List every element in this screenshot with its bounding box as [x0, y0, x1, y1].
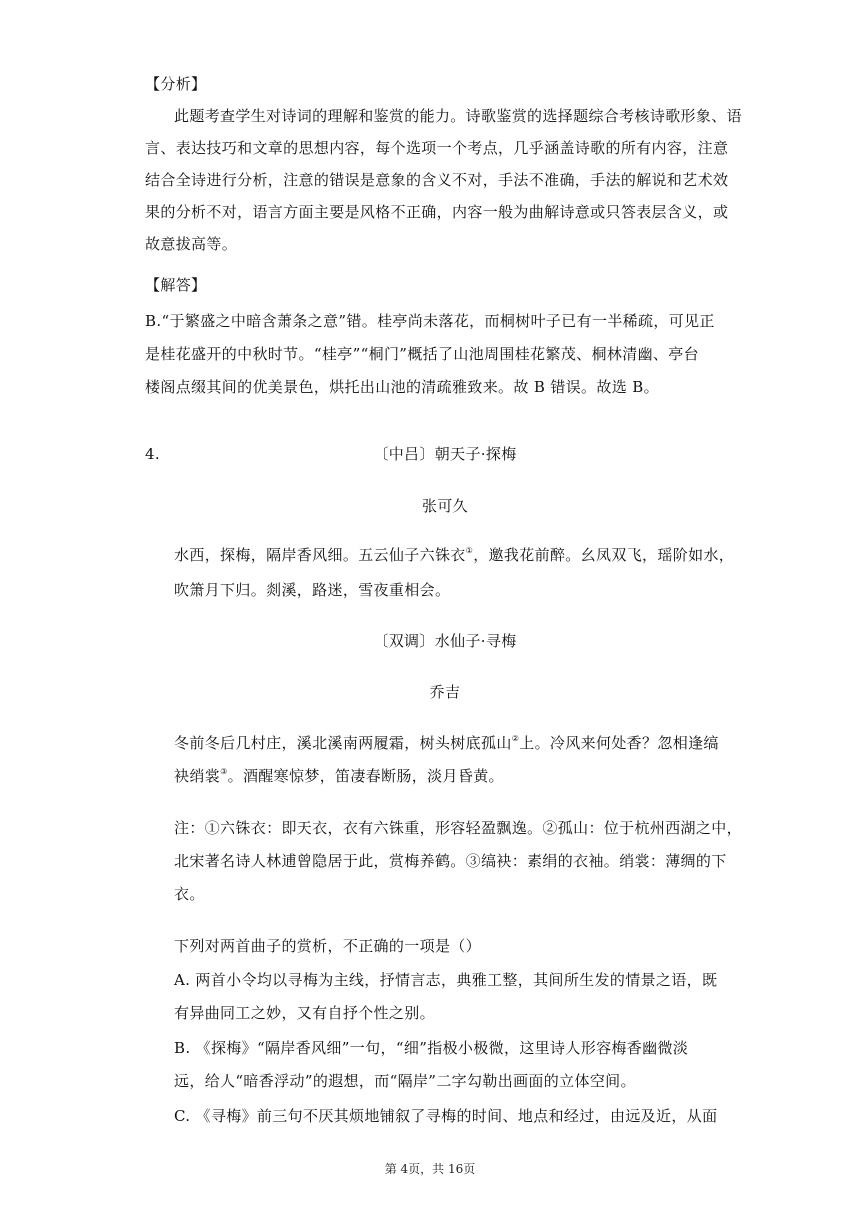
note-marker: ②	[511, 734, 520, 743]
poem2-text: 冬前冬后几村庄，溪北溪南两履霜，树头树底孤山	[174, 734, 512, 752]
page-footer: 第 4页，共 16页	[384, 1162, 476, 1176]
notes-line: 衣。	[174, 885, 205, 903]
poem2-text: 袂绡裳	[174, 767, 221, 785]
answer-line: B.“于繁盛之中暗含萧条之意”错。桂亭尚未落花，而桐树叶子已有一半稀疏，可见正	[145, 312, 715, 330]
option-c-line: C. 《寻梅》前三句不厌其烦地铺叙了寻梅的时间、地点和经过，由远及近，从面	[174, 1107, 718, 1125]
option-b-line: B. 《探梅》“隔岸香风细”一句，“细”指极小极微，这里诗人形容梅香幽微淡	[174, 1039, 689, 1057]
poem1-author: 张可久	[421, 497, 469, 515]
poem1-title: 〔中吕〕朝天子·探梅	[373, 445, 517, 463]
question-number: 4.	[145, 445, 161, 463]
analysis-line: 言、表达技巧和文章的思想内容，每个选项一个考点，几乎涵盖诗歌的所有内容，注意	[145, 139, 729, 157]
question-prompt: 下列对两首曲子的赏析，不正确的一项是（）	[174, 937, 482, 955]
note-marker: ③	[220, 767, 228, 776]
notes-line: 注：①六铢衣：即天衣，衣有六铢重，形容轻盈飘逸。②孤山：位于杭州西湖之中，	[174, 819, 742, 837]
analysis-line: 果的分析不对，语言方面主要是风格不正确，内容一般为曲解诗意或只答表层含义，或	[145, 203, 729, 221]
answer-line: 楼阁点缀其间的优美景色，烘托出山池的清疏雅致来。故 B 错误。故选 B。	[145, 378, 659, 396]
answer-heading: 【解答】	[145, 276, 207, 294]
answer-line: 是桂花盛开的中秋时节。“桂亭”“桐门”概括了山池周围桂花繁茂、桐林清幽、亭台	[145, 345, 699, 363]
analysis-line: 结合全诗进行分析，注意的错误是意象的含义不对，手法不准确，手法的解说和艺术效	[145, 171, 729, 189]
analysis-line: 此题考查学生对诗词的理解和鉴赏的能力。诗歌鉴赏的选择题综合考核诗歌形象、语	[174, 107, 742, 125]
poem2-line	[174, 733, 720, 753]
note-marker: ①	[465, 546, 474, 555]
analysis-line: 故意拔高等。	[145, 235, 238, 253]
option-a-line: A. 两首小令均以寻梅为主线，抒情言志，典雅工整，其间所生发的情景之语，既	[174, 971, 718, 989]
poem2-title: 〔双调〕水仙子·寻梅	[373, 632, 517, 650]
poem2-author: 乔吉	[429, 683, 461, 701]
poem2-line	[174, 766, 720, 786]
poem2-text: 上。冷风来何处香？忽相逢缟	[519, 734, 719, 752]
poem1-text: 水西，探梅，隔岸香风细。五云仙子六铢衣	[174, 546, 466, 564]
option-a-line: 有异曲同工之妙，又有自抒个性之别。	[174, 1004, 435, 1022]
poem1-line	[174, 545, 735, 565]
option-b-line: 远，给人“暗香浮动”的遐想，而“隔岸”二字勾勒出画面的立体空间。	[174, 1072, 636, 1090]
poem2-text: 。酒醒寒惊梦，笛凄春断肠，淡月昏黄。	[227, 767, 504, 785]
poem1-text: ，邀我花前醉。幺凤双飞，瑶阶如水，	[473, 546, 735, 564]
notes-line: 北宋著名诗人林逋曾隐居于此，赏梅养鹤。③缟袂：素绢的衣袖。绡裳：薄绸的下	[174, 852, 727, 870]
poem1-line: 吹箫月下归。剡溪，路迷，雪夜重相会。	[174, 581, 451, 599]
analysis-heading: 【分析】	[145, 75, 207, 93]
